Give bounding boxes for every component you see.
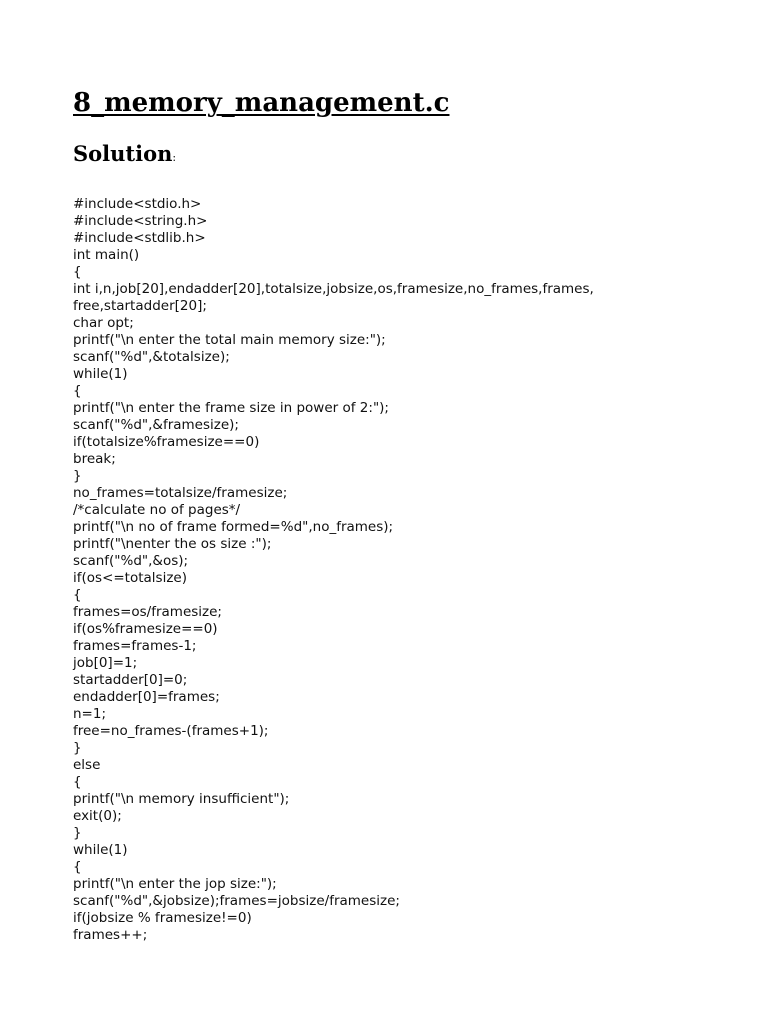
document-title (73, 86, 459, 120)
section-heading-text: Solution (73, 141, 173, 166)
code-line: else (73, 757, 101, 773)
code-line: frames++; (73, 927, 148, 943)
code-line: { (73, 383, 82, 399)
code-line: { (73, 587, 82, 603)
section-heading (73, 138, 176, 168)
code-line: printf("\n enter the frame size in power of 2:"); (73, 400, 389, 416)
code-line: #include<stdio.h> (73, 196, 202, 212)
code-line: int main() (73, 247, 140, 263)
code-line: free=no_frames-(frames+1); (73, 723, 269, 739)
code-line: } (73, 825, 82, 841)
code-line: scanf("%d",&framesize); (73, 417, 239, 433)
code-line: free,startadder[20]; (73, 298, 207, 314)
code-line: { (73, 774, 82, 790)
code-line: scanf("%d",&os); (73, 553, 189, 569)
code-line: if(totalsize%framesize==0) (73, 434, 260, 450)
code-line: scanf("%d",&totalsize); (73, 349, 230, 365)
code-line: { (73, 264, 82, 280)
code-line: printf("\nenter the os size :"); (73, 536, 272, 552)
code-line: #include<stdlib.h> (73, 230, 206, 246)
code-line: } (73, 740, 82, 756)
code-line: char opt; (73, 315, 134, 331)
code-block (73, 196, 594, 944)
code-line: n=1; (73, 706, 107, 722)
code-line: { (73, 859, 82, 875)
code-line: if(jobsize % framesize!=0) (73, 910, 252, 926)
code-line: while(1) (73, 366, 128, 382)
code-line: #include<string.h> (73, 213, 208, 229)
code-line: printf("\n enter the jop size:"); (73, 876, 277, 892)
code-line: job[0]=1; (73, 655, 138, 671)
code-line: frames=os/framesize; (73, 604, 222, 620)
code-line: printf("\n no of frame formed=%d",no_frames); (73, 519, 394, 535)
code-line: exit(0); (73, 808, 122, 824)
code-line: frames=frames-1; (73, 638, 197, 654)
section-heading-colon: : (172, 151, 177, 164)
code-line: endadder[0]=frames; (73, 689, 220, 705)
code-line: } (73, 468, 82, 484)
code-line: printf("\n memory insufficient"); (73, 791, 290, 807)
code-line: startadder[0]=0; (73, 672, 188, 688)
code-line: if(os%framesize==0) (73, 621, 218, 637)
code-line: printf("\n enter the total main memory size:"); (73, 332, 386, 348)
code-line: /*calculate no of pages*/ (73, 502, 241, 518)
code-line: no_frames=totalsize/framesize; (73, 485, 288, 501)
code-line: while(1) (73, 842, 128, 858)
code-line: int i,n,job[20],endadder[20],totalsize,jobsize,os,framesize,no_frames,frames, (73, 281, 594, 297)
code-line: if(os<=totalsize) (73, 570, 187, 586)
code-line: scanf("%d",&jobsize);frames=jobsize/framesize; (73, 893, 400, 909)
document-title-text: 8_memory_management.c (73, 88, 450, 118)
code-line: break; (73, 451, 116, 467)
